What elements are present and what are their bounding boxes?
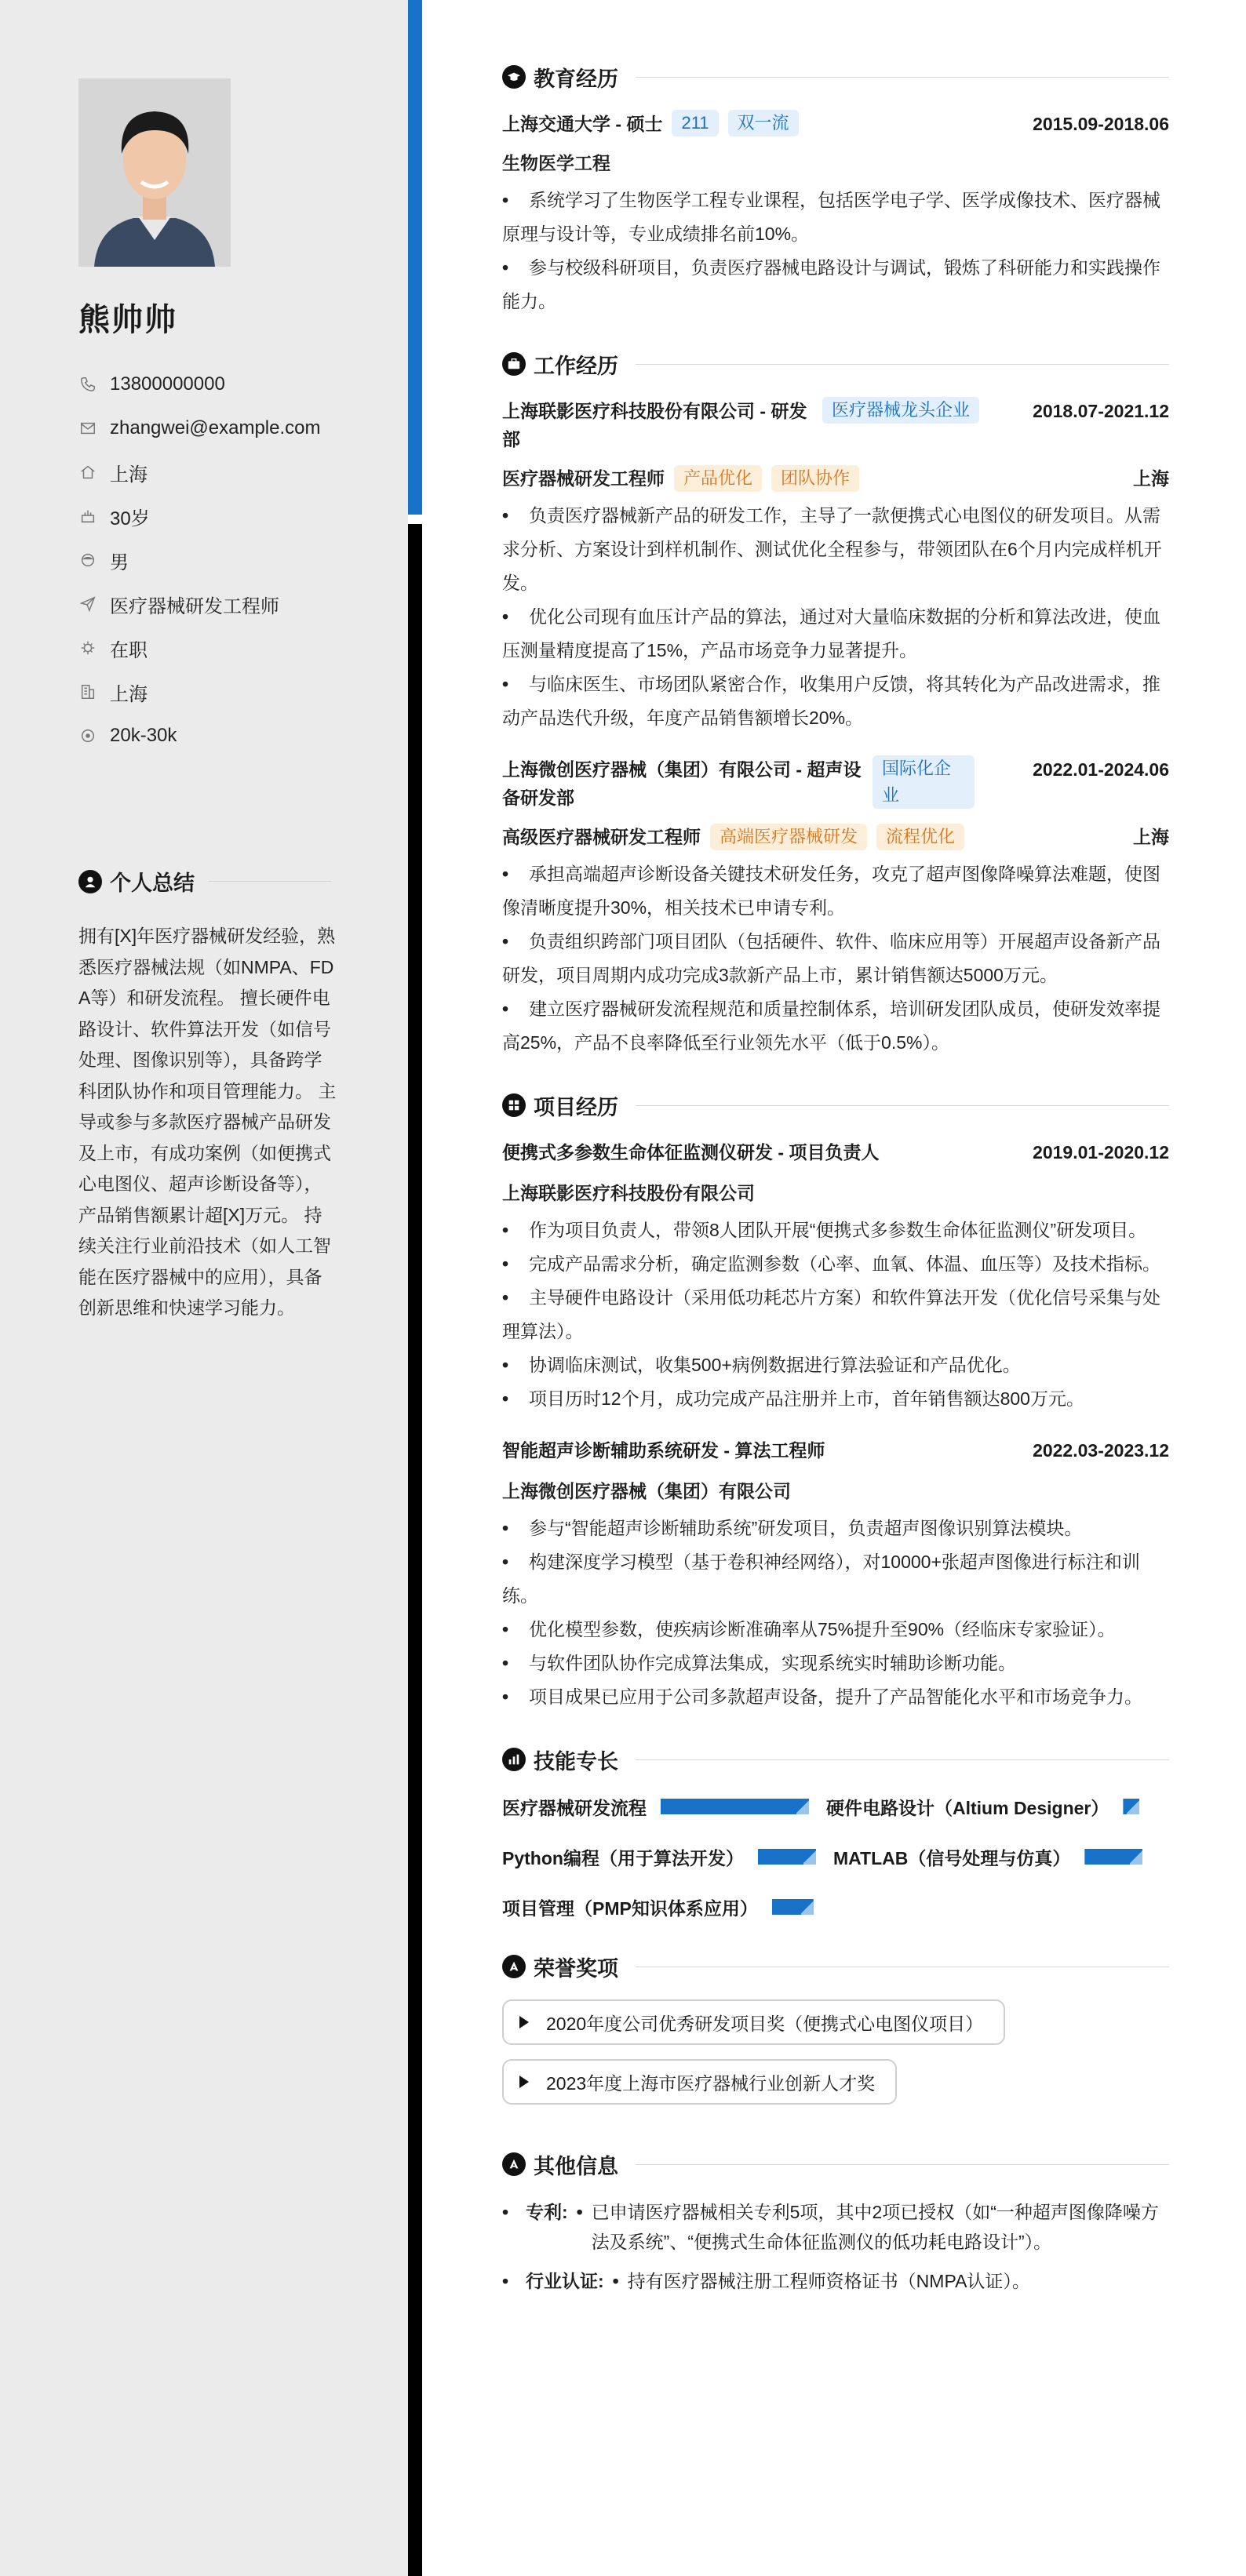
- skill-item: 项目管理（PMP知识体系应用）: [502, 1893, 814, 1921]
- list-item: • 参与“智能超声诊断辅助系统”研发项目，负责超声图像识别算法模块。: [502, 1518, 1083, 1538]
- project-org: 上海联影医疗科技股份有限公司: [502, 1183, 755, 1203]
- school-tag: 双一流: [728, 110, 799, 136]
- work-divider: [636, 364, 1169, 365]
- company-name: 上海联影医疗科技股份有限公司 - 研发部: [502, 401, 807, 449]
- position-tag: 团队协作: [771, 465, 859, 492]
- list-item: • 优化公司现有血压计产品的算法，通过对大量临床数据的分析和算法改进，使血压测量精度提高了15%，产品市场竞争力显著提升。: [502, 606, 1160, 660]
- education-entry: [502, 110, 1169, 318]
- education-bullets: [502, 184, 1169, 318]
- other-title: 其他信息: [534, 2154, 618, 2178]
- contact-status: [78, 626, 392, 670]
- project-name: 便携式多参数生命体征监测仪研发 - 项目负责人: [502, 1142, 880, 1162]
- position-tag: 产品优化: [674, 465, 762, 492]
- contact-email: [78, 406, 392, 450]
- play-icon: [519, 2076, 529, 2088]
- list-item: • 参与校级科研项目，负责医疗器械电路设计与调试，锻炼了科研能力和实践操作能力。: [502, 257, 1160, 311]
- salary-icon: [78, 726, 97, 745]
- contact-salary: [78, 714, 392, 758]
- play-icon: [519, 2016, 529, 2028]
- skill-level-bar: [661, 1799, 809, 1814]
- major-name: 生物医学工程: [502, 153, 610, 173]
- contact-position: [78, 582, 392, 626]
- summary-text: 拥有[X]年医疗器械研发经验，熟悉医疗器械法规（如NMPA、FDA等）和研发流程。 擅长硬件电路设计、软件算法开发（如信号处理、图像识别等），具备跨学科团队协作和项目管理能力。 主导或参与多款医疗器械产品研发及上市，有成功案例（如便携式心电图仪、超声诊断设备等），产品销售额累计超[X]万元。 持续关注行业前沿技术（如人工智能在医疗器械中的应用），具备创新思维和快速学习能力。: [78, 926, 337, 1318]
- school-tag: 211: [672, 110, 718, 136]
- summary-divider: [209, 881, 331, 882]
- mail-icon: [78, 419, 97, 438]
- work-city: 上海: [1133, 468, 1169, 489]
- company-row: [502, 397, 1169, 453]
- honors-title: 荣誉奖项: [534, 1956, 618, 1981]
- list-item: • 与临床医生、市场团队紧密合作，收集用户反馈，将其转化为产品改进需求，推动产品迭代升级，年度产品销售额增长20%。: [502, 674, 1160, 728]
- contact-age-text: 30岁: [110, 508, 150, 529]
- project-bullets: [502, 1213, 1169, 1416]
- honors-section: [502, 1945, 1169, 2119]
- work-entry: [502, 397, 1169, 735]
- skill-item: 医疗器械研发流程: [502, 1792, 809, 1821]
- list-item: • 负责医疗器械新产品的研发工作，主导了一款便携式心电图仪的研发项目。从需求分析、方案设计到样机制作、测试优化全程参与，带领团队在6个月内完成样机开发。: [502, 505, 1162, 593]
- contact-city-text: 上海: [110, 683, 148, 705]
- list-item: • 主导硬件电路设计（采用低功耗芯片方案）和软件算法开发（优化信号采集与处理算法）。: [502, 1287, 1160, 1341]
- award-item[interactable]: 2023年度上海市医疗器械行业创新人才奖: [502, 2059, 897, 2105]
- briefcase-icon: [502, 352, 526, 376]
- work-bullets: [502, 499, 1169, 735]
- work-entry: [502, 755, 1169, 1060]
- phone-icon: [78, 375, 97, 394]
- list-item: • 完成产品需求分析，确定监测参数（心率、血氧、体温、血压等）及技术指标。: [502, 1253, 1160, 1274]
- honors-heading: [502, 1945, 1169, 1988]
- projects-heading: [502, 1083, 1169, 1127]
- education-date: 2015.09-2018.06: [1033, 114, 1169, 134]
- list-item: • 建立医疗器械研发流程规范和质量控制体系，培训研发团队成员，使研发效率提高25%，产品不良率降低至行业领先水平（低于0.5%）。: [502, 999, 1160, 1053]
- avatar: [78, 78, 231, 267]
- summary-title: 个人总结: [110, 871, 195, 895]
- project-bullets: [502, 1512, 1169, 1714]
- project-entry: [502, 1436, 1169, 1714]
- gender-icon: [78, 551, 97, 569]
- summary-heading: [78, 866, 331, 897]
- contact-city: [78, 670, 392, 714]
- project-org: 上海微创医疗器械（集团）有限公司: [502, 1481, 791, 1501]
- grid-icon: [502, 1093, 526, 1117]
- contact-salary-text: 20k-30k: [110, 725, 177, 746]
- other-list: [502, 2197, 1169, 2296]
- list-item: • 专利: • 已申请医疗器械相关专利5项，其中2项已授权（如“一种超声图像降噪方法及系统”、“便携式生命体征监测仪的低功耗电路设计”）。: [502, 2202, 1159, 2252]
- main-content: [502, 55, 1169, 2319]
- work-city: 上海: [1133, 827, 1169, 847]
- work-heading: [502, 342, 1169, 386]
- projects-divider: [636, 1105, 1169, 1106]
- contact-gender: [78, 538, 392, 582]
- work-bullets: [502, 857, 1169, 1060]
- contact-location: [78, 450, 392, 494]
- position-name: 医疗器械研发工程师: [502, 468, 665, 489]
- avatar-portrait: [78, 78, 231, 267]
- other-section: [502, 2142, 1169, 2296]
- skills-divider: [636, 1759, 1169, 1760]
- education-divider: [636, 77, 1169, 78]
- skill-level-bar: [772, 1899, 814, 1915]
- contact-email-text: zhangwei@example.com: [110, 417, 321, 438]
- contact-position-text: 医疗器械研发工程师: [110, 595, 279, 617]
- other-divider: [636, 2164, 1169, 2165]
- contact-list: [78, 362, 392, 758]
- status-icon: [78, 639, 97, 657]
- skill-level-bar: [758, 1849, 816, 1865]
- project-date: 2019.01-2020.12: [1033, 1142, 1169, 1162]
- education-row: [502, 110, 1169, 138]
- list-item: • 项目成果已应用于公司多款超声设备，提升了产品智能化水平和市场竞争力。: [502, 1686, 1142, 1707]
- skill-item: Python编程（用于算法开发）: [502, 1843, 816, 1871]
- info-icon: [502, 2152, 526, 2176]
- position-tag: 高端医疗器械研发: [710, 824, 867, 850]
- education-heading: [502, 55, 1169, 99]
- accent-bar-blue: [408, 0, 422, 515]
- list-item: • 项目历时12个月，成功完成产品注册并上市，首年销售额达800万元。: [502, 1388, 1084, 1409]
- list-item: • 作为项目负责人，带领8人团队开展“便携式多参数生命体征监测仪”研发项目。: [502, 1220, 1147, 1240]
- skills-section: [502, 1737, 1169, 1921]
- home-icon: [78, 463, 97, 482]
- skill-item: MATLAB（信号处理与仿真）: [833, 1843, 1142, 1871]
- company-name: 上海微创医疗器械（集团）有限公司 - 超声设备研发部: [502, 759, 862, 808]
- chart-icon: [502, 1748, 526, 1771]
- list-item: • 承担高端超声诊断设备关键技术研发任务，攻克了超声图像降噪算法难题，使图像清晰度提升30%，相关技术已申请专利。: [502, 864, 1160, 918]
- position-row: [502, 464, 1169, 493]
- position-tag: 流程优化: [876, 824, 964, 850]
- skills-title: 技能专长: [534, 1749, 618, 1774]
- projects-section: [502, 1083, 1169, 1714]
- award-icon: [502, 1955, 526, 1978]
- contact-gender-text: 男: [110, 551, 129, 573]
- skills-heading: [502, 1737, 1169, 1781]
- list-item: • 构建深度学习模型（基于卷积神经网络），对10000+张超声图像进行标注和训练。: [502, 1552, 1140, 1606]
- send-icon: [78, 595, 97, 613]
- list-item: • 与软件团队协作完成算法集成，实现系统实时辅助诊断功能。: [502, 1653, 1016, 1673]
- award-item[interactable]: 2020年度公司优秀研发项目奖（便携式心电图仪项目）: [502, 1999, 1005, 2045]
- position-row: [502, 823, 1169, 851]
- work-title: 工作经历: [534, 354, 618, 378]
- graduation-cap-icon: [502, 65, 526, 89]
- skill-level-bar: [1084, 1849, 1142, 1865]
- project-entry: [502, 1138, 1169, 1416]
- contact-phone-text: 13800000000: [110, 373, 225, 395]
- contact-location-text: 上海: [110, 464, 148, 486]
- age-icon: [78, 507, 97, 526]
- skills-list: [502, 1792, 1169, 1921]
- person-icon: [78, 870, 102, 893]
- work-date: 2022.01-2024.06: [1033, 759, 1169, 780]
- project-row: [502, 1436, 1169, 1464]
- candidate-name: 熊帅帅: [78, 303, 177, 337]
- list-item: • 负责组织跨部门项目团队（包括硬件、软件、临床应用等）开展超声设备新产品研发，项目周期内成功完成3款新产品上市，累计销售额达5000万元。: [502, 931, 1160, 985]
- list-item: • 行业认证: • 持有医疗器械注册工程师资格证书（NMPA认证）。: [502, 2271, 1030, 2291]
- major-row: [502, 149, 1169, 177]
- contact-phone: [78, 362, 392, 406]
- contact-age: [78, 494, 392, 538]
- company-tag: 医疗器械龙头企业: [822, 397, 979, 424]
- contact-status-text: 在职: [110, 639, 148, 661]
- company-row: [502, 755, 1169, 812]
- work-section: [502, 342, 1169, 1060]
- building-icon: [78, 682, 97, 701]
- school-name: 上海交通大学 - 硕士: [502, 114, 663, 134]
- project-date: 2022.03-2023.12: [1033, 1440, 1169, 1461]
- education-section: [502, 55, 1169, 318]
- list-item: • 系统学习了生物医学工程专业课程，包括医学电子学、医学成像技术、医疗器械原理与设计等，专业成绩排名前10%。: [502, 190, 1160, 244]
- education-title: 教育经历: [534, 67, 618, 91]
- projects-title: 项目经历: [534, 1095, 618, 1119]
- list-item: • 优化模型参数，使疾病诊断准确率从75%提升至90%（经临床专家验证）。: [502, 1619, 1116, 1639]
- position-name: 高级医疗器械研发工程师: [502, 827, 701, 847]
- skill-level-bar: [1123, 1799, 1139, 1814]
- awards-list: [502, 1999, 1169, 2119]
- project-name: 智能超声诊断辅助系统研发 - 算法工程师: [502, 1440, 825, 1461]
- skill-item: 硬件电路设计（Altium Designer）: [826, 1792, 1139, 1821]
- company-tag: 国际化企业: [873, 755, 975, 809]
- list-item: • 协调临床测试，收集500+病例数据进行算法验证和产品优化。: [502, 1355, 1021, 1375]
- project-row: [502, 1138, 1169, 1166]
- accent-bar-black: [408, 524, 422, 2576]
- work-date: 2018.07-2021.12: [1033, 401, 1169, 421]
- other-heading: [502, 2142, 1169, 2186]
